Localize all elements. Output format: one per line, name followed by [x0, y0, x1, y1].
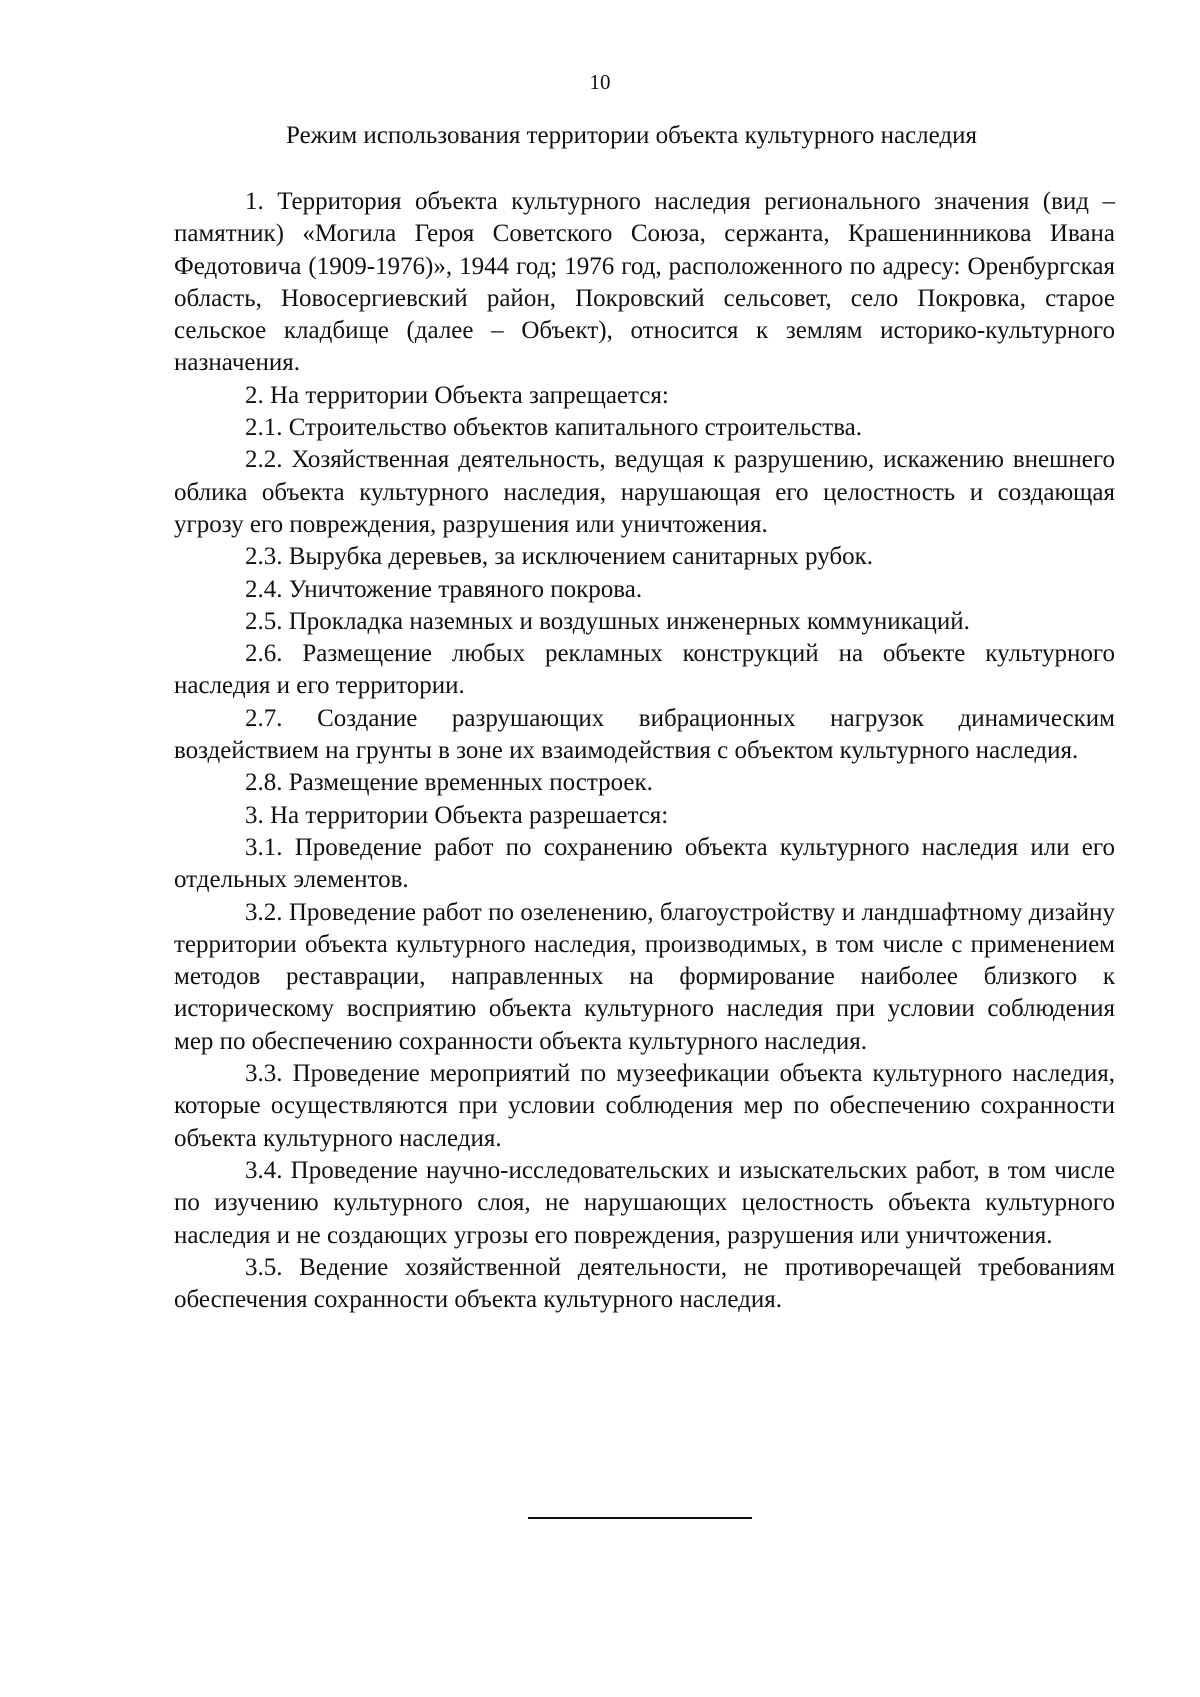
paragraph-2-2: 2.2. Хозяйственная деятельность, ведущая к разрушению, искажению внешнего облика объекта культурного наследия, нарушающая его целостность и создающая угрозу его повреждения, разрушения или уничтожения. [174, 446, 1115, 538]
paragraph-2-8: 2.8. Размещение временных построек. [245, 769, 653, 797]
paragraph-3-5: 3.5. Ведение хозяйственной деятельности, не противоречащей требованиям обеспечения сохранности объекта культурного наследия. [174, 1253, 1115, 1314]
paragraph-2-5: 2.5. Прокладка наземных и воздушных инженерных коммуникаций. [245, 607, 970, 635]
paragraph-3-2: 3.2. Проведение работ по озеленению, благоустройству и ландшафтному дизайну территории объекта культурного наследия, производимых, в том числе с применением методов реставрации, направленных на формирование наиболее близкого к историческому восприятию объекта культурного наследия при условии соблюдения мер по обеспечению сохранности объекта культурного наследия. [174, 898, 1115, 1055]
paragraph-2: 2. На территории Объекта запрещается: [245, 381, 669, 409]
page-number: 10 [589, 70, 611, 94]
paragraph-3: 3. На территории Объекта разрешается: [245, 801, 669, 829]
paragraph-3-1: 3.1. Проведение работ по сохранению объекта культурного наследия или его отдельных элементов. [174, 833, 1115, 894]
paragraph-3-3: 3.3. Проведение мероприятий по музеефикации объекта культурного наследия, которые осуществляются при условии соблюдения мер по обеспечению сохранности объекта культурного наследия. [174, 1060, 1115, 1152]
paragraph-2-6: 2.6. Размещение любых рекламных конструкций на объекте культурного наследия и его территории. [174, 640, 1115, 700]
paragraph-1: 1. Территория объекта культурного наследия регионального значения (вид – памятник) «Могила Героя Советского Союза, сержанта, Крашенинникова Ивана Федотовича (1909-1976)», 1944 год; 1976 год, расположенного по адресу: Оренбургская область, Новосергиевский район, Покровский сельсовет, село Покровка, старое сельское кладбище (далее – Объект), относится к землям историко-культурного назначения. [174, 188, 1115, 377]
paragraph-2-4: 2.4. Уничтожение травяного покрова. [245, 575, 643, 603]
paragraph-2-1: 2.1. Строительство объектов капитального строительства. [245, 414, 863, 442]
paragraph-3-4: 3.4. Проведение научно-исследовательских и изыскательских работ, в том числе по изучению культурного слоя, не нарушающих целостность объекта культурного наследия и не создающих угрозы его повреждения, разрушения или уничтожения. [174, 1156, 1115, 1249]
paragraph-2-7: 2.7. Создание разрушающих вибрационных нагрузок динамическим воздействием на грунты в зоне их взаимодействия с объектом культурного наследия. [174, 704, 1115, 765]
paragraph-2-3: 2.3. Вырубка деревьев, за исключением санитарных рубок. [245, 543, 874, 571]
document-body [174, 186, 1115, 1316]
end-separator-line [528, 1517, 752, 1519]
document-title: Режим использования территории объекта культурного наследия [286, 122, 978, 149]
